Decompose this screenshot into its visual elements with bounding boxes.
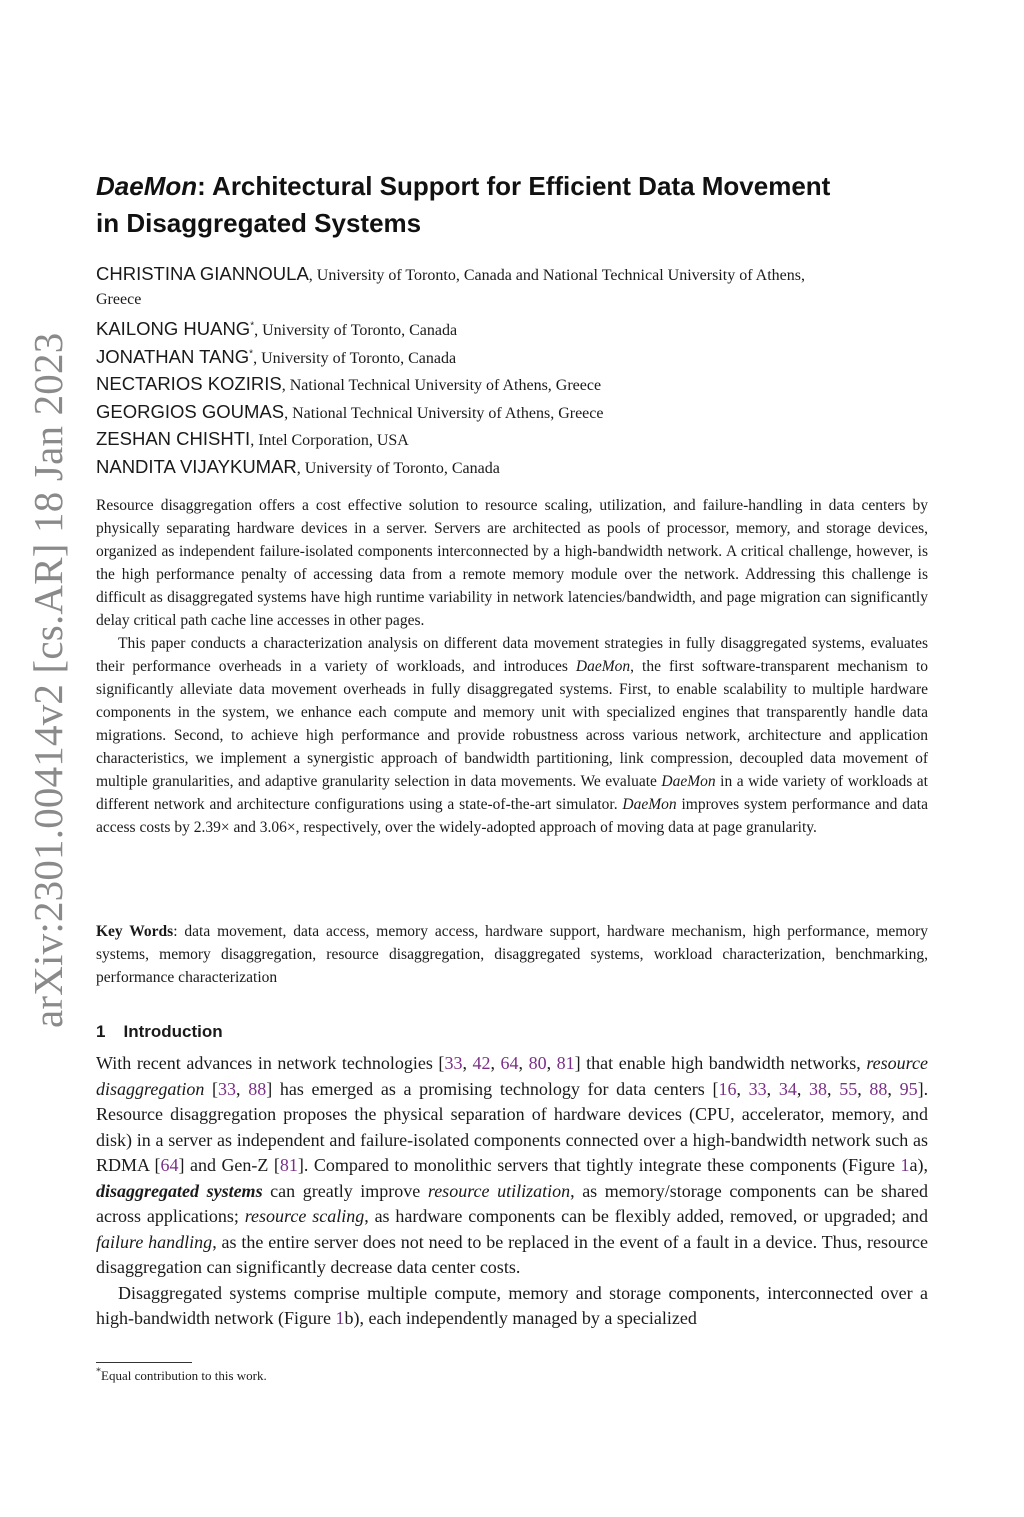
title-system-name: DaeMon xyxy=(96,171,198,201)
author-list xyxy=(96,263,936,483)
system-name: DaeMon xyxy=(661,773,716,790)
keywords-paragraph xyxy=(96,920,928,989)
body-text: , as hardware components can be flexibly added, removed, or upgraded; and xyxy=(364,1206,928,1226)
body-text: , as the entire server does not need to be replaced in the event of a fault in a device. Thus, resource disaggregation can significantly decrease data center costs. xyxy=(96,1231,928,1277)
body-text: a), xyxy=(909,1155,928,1175)
author-line xyxy=(96,373,936,401)
citation-link[interactable]: 88 xyxy=(869,1078,888,1099)
body-text: b), each independently managed by a specialized xyxy=(344,1308,697,1328)
citation-link[interactable]: 38 xyxy=(809,1078,828,1099)
body-text: , as memory/storage components can be shared across applications; xyxy=(96,1180,928,1226)
body-text: With recent advances in network technologies [ xyxy=(96,1053,445,1073)
author-name: JONATHAN TANG xyxy=(96,345,250,367)
abstract-text: improves system performance and data access costs by 2.39× and 3.06×, respectively, over the widely-adopted approach of moving data at page granularity. xyxy=(96,796,928,836)
body-text: ]. Compared to monolithic servers that tightly integrate these components (Figure xyxy=(297,1155,901,1175)
keywords xyxy=(96,920,928,989)
emphasis-text: resource utilization xyxy=(427,1180,571,1201)
author-affiliation: , University of Toronto, Canada xyxy=(253,349,457,367)
paper-title xyxy=(96,168,936,242)
body-text: ] has emerged as a promising technology for data centers [ xyxy=(266,1078,719,1099)
author-affiliation: , Intel Corporation, USA xyxy=(250,432,409,449)
citation-link[interactable]: 81 xyxy=(556,1053,575,1073)
citation-link[interactable]: 80 xyxy=(528,1053,547,1073)
footnote-divider xyxy=(96,1362,192,1363)
author-name: ZESHAN CHISHTI xyxy=(96,428,251,449)
emphasis-text: failure handling xyxy=(96,1231,213,1252)
citation-link[interactable]: 64 xyxy=(160,1155,179,1175)
author-line xyxy=(96,428,936,456)
citation-link[interactable]: 34 xyxy=(778,1078,797,1099)
abstract-paragraph-1: Resource disaggregation offers a cost effective solution to resource scaling, utilization, and failure-handling in data centers by physically separating hardware devices in a server. Servers are architected as pools of processor, memory, and storage devices, organized as independent failure-isolated components interconnected by a high-bandwidth network. A critical challenge, however, is the high performance penalty of accessing data from a remote memory module over the network. Addressing this challenge is difficult as disaggregated systems have high runtime variability in network latencies/bandwidth, and page migration can significantly delay critical path cache line accesses in other pages. xyxy=(96,497,928,629)
footnote-mark: * xyxy=(96,1366,101,1378)
figure-link[interactable]: 1 xyxy=(900,1155,910,1175)
footnote-text: Equal contribution to this work. xyxy=(101,1368,267,1383)
author-name: GEORGIOS GOUMAS xyxy=(96,400,285,422)
author-affiliation: , University of Toronto, Canada xyxy=(254,322,458,339)
citation-link[interactable]: 33 xyxy=(218,1078,237,1099)
abstract xyxy=(96,494,928,839)
body-text: ] that enable high bandwidth networks, xyxy=(574,1053,867,1073)
abstract-text: This paper conducts a characterization analysis on different data movement strategies in fully disaggregated systems, evaluates their performance overheads in a variety of workloads, and introduces xyxy=(96,635,928,675)
citation-link[interactable]: 33 xyxy=(444,1053,463,1073)
citation-link[interactable]: 95 xyxy=(899,1078,918,1099)
author-line xyxy=(96,291,936,319)
emphasis-text: resource scaling xyxy=(244,1206,365,1226)
intro-paragraph-1: With recent advances in network technologies [33, 42, 64, 80, 81] that enable high bandwidth networks, resource disaggregation [33, 88] has emerged as a promising technology for data centers [16, 33, 34, 38, 55, 88, 95]. Resource disaggregation proposes the physical separation of hardware devices (CPU, accelerator, memory, and disk) in a server as independent and failure-isolated components connected over a high-bandwidth network such as RDMA [64] and Gen-Z [81]. Compared to monolithic servers that tightly integrate these components (Figure 1a), disaggregated systems can greatly improve resource utilization, as memory/storage components can be shared across applications; resource scaling, as hardware components can be flexibly added, removed, or upgraded; and failure handling, as the entire server does not need to be replaced in the event of a fault in a device. Thus, resource disaggregation can significantly decrease data center costs. xyxy=(96,1053,929,1277)
arxiv-identifier: arXiv:2301.00414v2 [cs.AR] 18 Jan 2023 xyxy=(25,332,71,1028)
author-line xyxy=(96,456,936,484)
citation-link[interactable]: 64 xyxy=(500,1053,519,1073)
citation-link[interactable]: 42 xyxy=(472,1053,491,1073)
author-name: NECTARIOS KOZIRIS xyxy=(96,373,282,394)
author-affiliation: , National Technical University of Athens, Greece xyxy=(284,404,604,422)
figure-link[interactable]: 1 xyxy=(335,1308,345,1328)
citation-link[interactable]: 55 xyxy=(839,1078,858,1099)
title-line-1 xyxy=(96,168,936,205)
keywords-text: : data movement, data access, memory access, hardware support, hardware mechanism, high performance, memory systems, memory disaggregation, resource disaggregation, disaggregated systems, workload characterization, benchmarking, performance characterization xyxy=(96,923,928,986)
author-name: KAILONG HUANG xyxy=(96,318,251,339)
body-text: [ xyxy=(204,1078,219,1099)
intro-paragraph-2 xyxy=(96,1281,928,1332)
abstract-text: in a wide variety of workloads at different network and architecture configurations using a state-of-the-art simulator. xyxy=(96,773,928,813)
body-text: can greatly improve xyxy=(262,1180,428,1201)
title-line-1-rest: : Architectural Support for Efficient Data Movement xyxy=(197,171,831,201)
system-name: DaeMon xyxy=(622,796,677,813)
body-text: ] and Gen-Z [ xyxy=(178,1155,280,1175)
author-line xyxy=(96,346,936,374)
citation-link[interactable]: 81 xyxy=(279,1155,298,1175)
author-affiliation: , University of Toronto, Canada xyxy=(296,459,500,477)
author-name: CHRISTINA GIANNOULA xyxy=(96,263,309,284)
author-affiliation: Greece xyxy=(96,290,142,308)
abstract-paragraph-2 xyxy=(96,632,928,839)
author-name: NANDITA VIJAYKUMAR xyxy=(96,455,297,477)
emphasis-text: resource disaggregation xyxy=(96,1053,928,1099)
introduction-body xyxy=(96,1051,928,1332)
equal-contribution-mark: * xyxy=(249,348,254,360)
author-line xyxy=(96,318,936,346)
citation-link[interactable]: 88 xyxy=(248,1078,267,1099)
body-text: Disaggregated systems comprise multiple compute, memory and storage components, interconnected over a high-bandwidth network (Figure xyxy=(96,1282,928,1328)
author-line xyxy=(96,263,936,291)
section-number: 1 xyxy=(96,1022,106,1041)
citation-link[interactable]: 33 xyxy=(748,1078,767,1099)
author-line xyxy=(96,401,936,429)
citation-link[interactable]: 16 xyxy=(718,1078,737,1099)
section-heading-introduction xyxy=(96,1022,223,1042)
strong-emphasis-text: disaggregated systems xyxy=(96,1180,263,1201)
system-name: DaeMon xyxy=(575,658,631,675)
abstract-text: , the first software-transparent mechanism to significantly alleviate data movement overheads in fully disaggregated systems. First, to enable scalability to multiple hardware components in the system, we enhance each compute and memory unit with specialized engines that transparently handle data migrations. Second, to achieve high performance and provide robustness across various network, architecture and application characteristics, we implement a synergistic approach of bandwidth partitioning, link compression, decoupled data movement of multiple granularities, and adaptive granularity selection in data movements. We evaluate xyxy=(96,658,929,790)
author-affiliation: , University of Toronto, Canada and National Technical University of Athens, xyxy=(308,267,805,284)
equal-contribution-mark: * xyxy=(250,320,255,332)
author-affiliation: , National Technical University of Athens, Greece xyxy=(281,377,602,394)
keywords-label: Key Words xyxy=(96,923,174,940)
section-title: Introduction xyxy=(123,1022,223,1041)
title-line-2: in Disaggregated Systems xyxy=(96,208,422,238)
body-text: ]. Resource disaggregation proposes the physical separation of hardware devices (CPU, accelerator, memory, and disk) in a server as independent and failure-isolated components connected over a high-bandwidth network such as RDMA [ xyxy=(96,1078,929,1175)
footnote xyxy=(96,1368,267,1384)
